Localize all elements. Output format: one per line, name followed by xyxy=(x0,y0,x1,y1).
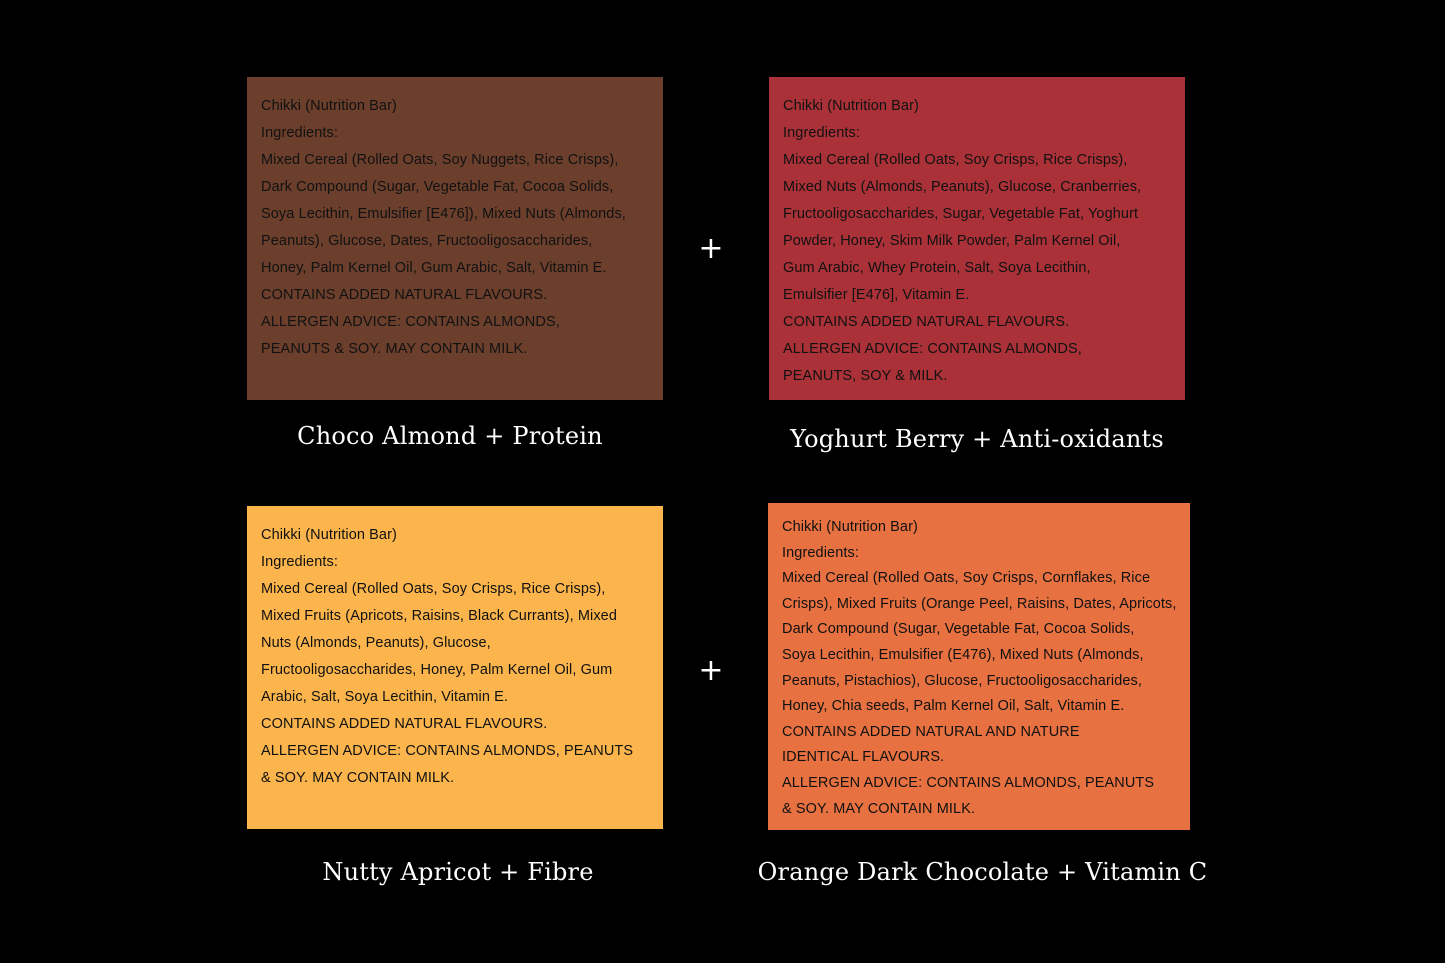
plus-separator-bottom: + xyxy=(698,653,724,688)
ingredient-line: Fructooligosaccharides, Honey, Palm Kernel Oil, Gum xyxy=(261,662,613,678)
ingredient-line: Chikki (Nutrition Bar) xyxy=(782,519,918,535)
ingredient-line: Peanuts, Pistachios), Glucose, Fructooligosaccharides, xyxy=(782,672,1143,689)
product-title-yoghurt-berry: Yoghurt Berry + Anti-oxidants xyxy=(790,425,1164,453)
ingredient-line: CONTAINS ADDED NATURAL FLAVOURS. xyxy=(783,314,1070,330)
ingredients-card-orange-dark-chocolate xyxy=(768,503,1190,830)
ingredient-line: & SOY. MAY CONTAIN MILK. xyxy=(782,800,976,817)
ingredient-line: Honey, Chia seeds, Palm Kernel Oil, Salt, Vitamin E. xyxy=(782,698,1125,715)
ingredient-line: CONTAINS ADDED NATURAL AND NATURE xyxy=(782,723,1080,740)
ingredient-line: Fructooligosaccharides, Sugar, Vegetable Fat, Yoghurt xyxy=(783,206,1139,222)
ingredient-line: CONTAINS ADDED NATURAL FLAVOURS. xyxy=(261,287,548,303)
ingredient-line: Mixed Cereal (Rolled Oats, Soy Nuggets, Rice Crisps), xyxy=(261,152,619,168)
product-title-nutty-apricot: Nutty Apricot + Fibre xyxy=(322,858,594,886)
ingredient-line: Mixed Nuts (Almonds, Peanuts), Glucose, Cranberries, xyxy=(783,179,1142,195)
ingredient-line: ALLERGEN ADVICE: CONTAINS ALMONDS, PEANUTS xyxy=(782,774,1155,791)
ingredient-line: Chikki (Nutrition Bar) xyxy=(261,527,397,543)
ingredient-line: ALLERGEN ADVICE: CONTAINS ALMONDS, xyxy=(261,314,560,330)
ingredients-card-choco-almond xyxy=(247,77,663,400)
ingredient-line: PEANUTS, SOY & MILK. xyxy=(783,368,948,384)
ingredient-line: Mixed Cereal (Rolled Oats, Soy Crisps, Rice Crisps), xyxy=(783,152,1128,168)
plus-separator-top: + xyxy=(698,231,724,266)
ingredient-line: Ingredients: xyxy=(783,125,860,141)
ingredient-line: Dark Compound (Sugar, Vegetable Fat, Cocoa Solids, xyxy=(782,621,1135,638)
ingredient-line: Mixed Cereal (Rolled Oats, Soy Crisps, Cornflakes, Rice xyxy=(782,570,1151,587)
product-title-orange-dark-chocolate: Orange Dark Chocolate + Vitamin C xyxy=(757,858,1208,886)
ingredient-line: Mixed Cereal (Rolled Oats, Soy Crisps, Rice Crisps), xyxy=(261,581,606,597)
product-title-choco-almond: Choco Almond + Protein xyxy=(297,422,603,450)
ingredient-line: PEANUTS & SOY. MAY CONTAIN MILK. xyxy=(261,341,528,357)
ingredient-line: Mixed Fruits (Apricots, Raisins, Black Currants), Mixed xyxy=(261,608,617,624)
ingredient-line: Honey, Palm Kernel Oil, Gum Arabic, Salt, Vitamin E. xyxy=(261,260,607,276)
ingredient-line: Ingredients: xyxy=(261,125,338,141)
ingredient-line: Ingredients: xyxy=(261,554,338,570)
ingredient-line: Chikki (Nutrition Bar) xyxy=(783,98,919,114)
ingredient-line: Arabic, Salt, Soya Lecithin, Vitamin E. xyxy=(261,689,509,705)
ingredient-line: Peanuts), Glucose, Dates, Fructooligosaccharides, xyxy=(261,233,593,249)
ingredient-line: Ingredients: xyxy=(782,544,859,561)
ingredients-card-nutty-apricot xyxy=(247,506,663,829)
ingredient-line: IDENTICAL FLAVOURS. xyxy=(782,749,945,766)
ingredient-line: Nuts (Almonds, Peanuts), Glucose, xyxy=(261,635,491,651)
ingredient-line: & SOY. MAY CONTAIN MILK. xyxy=(261,770,455,786)
ingredient-line: Gum Arabic, Whey Protein, Salt, Soya Lecithin, xyxy=(783,260,1091,276)
ingredient-line: Chikki (Nutrition Bar) xyxy=(261,98,397,114)
ingredient-line: Powder, Honey, Skim Milk Powder, Palm Kernel Oil, xyxy=(783,233,1121,249)
ingredient-line: Crisps), Mixed Fruits (Orange Peel, Raisins, Dates, Apricots, xyxy=(782,595,1177,612)
ingredient-line: Emulsifier [E476], Vitamin E. xyxy=(783,287,970,303)
ingredient-line: ALLERGEN ADVICE: CONTAINS ALMONDS, PEANUTS xyxy=(261,743,634,759)
ingredient-line: Soya Lecithin, Emulsifier (E476), Mixed Nuts (Almonds, xyxy=(782,646,1144,663)
ingredient-line: CONTAINS ADDED NATURAL FLAVOURS. xyxy=(261,716,548,732)
ingredient-line: ALLERGEN ADVICE: CONTAINS ALMONDS, xyxy=(783,341,1082,357)
ingredients-card-yoghurt-berry xyxy=(769,77,1185,400)
ingredient-line: Soya Lecithin, Emulsifier [E476]), Mixed Nuts (Almonds, xyxy=(261,206,626,222)
ingredient-line: Dark Compound (Sugar, Vegetable Fat, Cocoa Solids, xyxy=(261,179,614,195)
